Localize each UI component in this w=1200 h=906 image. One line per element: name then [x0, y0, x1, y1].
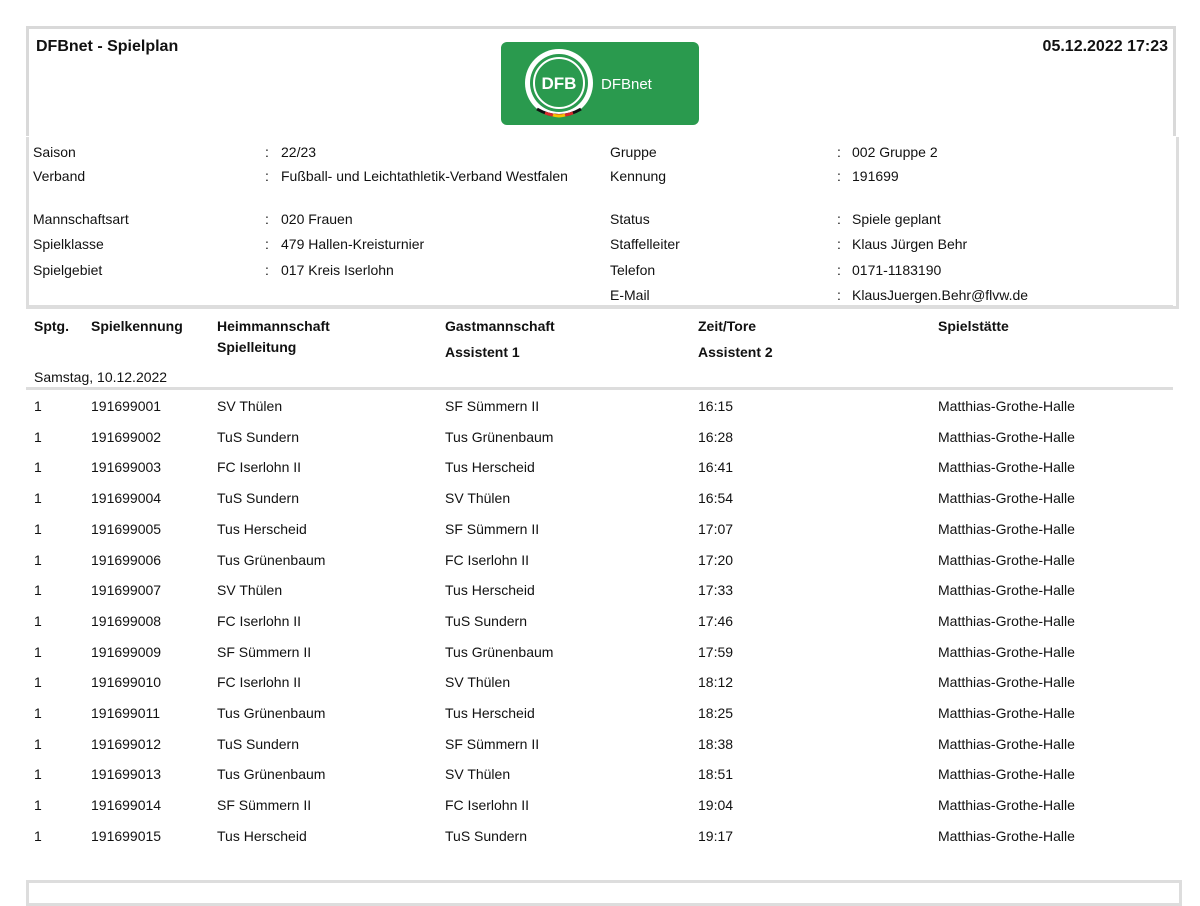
cell-zeit: 17:33 [698, 582, 734, 599]
table-row [0, 797, 1200, 821]
cell-spielkennung: 191699014 [91, 797, 162, 814]
cell-zeit: 18:51 [698, 766, 734, 783]
col-header-spielleitung: Spielleitung [217, 339, 297, 355]
meta-label: Telefon [610, 262, 656, 278]
cell-spielstaette: Matthias-Grothe-Halle [938, 490, 1075, 507]
cell-gastmannschaft: Tus Herscheid [445, 582, 535, 599]
cell-heimmannschaft: SV Thülen [217, 398, 283, 414]
meta-value: KlausJuergen.Behr@flvw.de [852, 287, 1029, 303]
table-row [0, 582, 1200, 606]
cell-sptg: 1 [34, 490, 42, 507]
cell-heimmannschaft: Tus Grünenbaum [217, 766, 326, 783]
cell-spielkennung: 191699004 [91, 490, 162, 507]
cell-sptg: 1 [34, 643, 42, 660]
cell-spielstaette: Matthias-Grothe-Halle [938, 612, 1075, 629]
meta-colon: : [837, 144, 841, 160]
cell-spielkennung: 191699013 [91, 766, 162, 783]
cell-heimmannschaft: FC Iserlohn II [217, 612, 302, 629]
cell-spielstaette: Matthias-Grothe-Halle [938, 797, 1075, 814]
table-row [0, 552, 1200, 576]
footer-frame [26, 880, 1182, 906]
cell-sptg: 1 [34, 612, 42, 629]
cell-zeit: 17:07 [698, 520, 734, 537]
meta-value: 002 Gruppe 2 [852, 144, 938, 160]
header-separator [26, 305, 1173, 308]
cell-heimmannschaft: TuS Sundern [217, 428, 299, 445]
cell-sptg: 1 [34, 797, 42, 814]
meta-label: Mannschaftsart [33, 211, 129, 227]
cell-gastmannschaft: SV Thülen [445, 490, 511, 507]
meta-value: 22/23 [281, 144, 317, 160]
col-header-heimmannschaft: Heimmannschaft [217, 318, 330, 334]
table-row [0, 644, 1200, 668]
meta-label: Status [610, 211, 650, 227]
meta-label: Staffelleiter [610, 236, 680, 252]
dfb-emblem-letters: DFB [541, 74, 577, 93]
cell-spielstaette: Matthias-Grothe-Halle [938, 551, 1075, 568]
meta-colon: : [265, 236, 269, 252]
col-header-assistent1: Assistent 1 [445, 344, 520, 360]
cell-zeit: 17:20 [698, 551, 734, 568]
cell-heimmannschaft: Tus Herscheid [217, 827, 307, 844]
match-day-label: Samstag, 10.12.2022 [34, 369, 168, 385]
cell-spielkennung: 191699009 [91, 643, 162, 660]
cell-gastmannschaft: Tus Herscheid [445, 459, 535, 476]
table-row [0, 613, 1200, 637]
cell-gastmannschaft: Tus Grünenbaum [445, 643, 554, 660]
cell-sptg: 1 [34, 582, 42, 599]
cell-sptg: 1 [34, 459, 42, 476]
dfbnet-logo-text: DFBnet [601, 76, 652, 93]
cell-heimmannschaft: Tus Grünenbaum [217, 705, 326, 721]
cell-sptg: 1 [34, 827, 42, 844]
meta-label: Kennung [610, 168, 667, 184]
cell-heimmannschaft: TuS Sundern [217, 490, 299, 507]
cell-sptg: 1 [34, 735, 42, 752]
cell-spielstaette: Matthias-Grothe-Halle [938, 428, 1075, 445]
meta-label: Spielklasse [33, 236, 104, 252]
meta-value: Spiele geplant [852, 211, 941, 227]
cell-gastmannschaft: Tus Herscheid [445, 705, 535, 721]
meta-colon: : [837, 262, 841, 278]
table-row [0, 736, 1200, 760]
cell-spielstaette: Matthias-Grothe-Halle [938, 705, 1075, 721]
cell-zeit: 16:28 [698, 428, 734, 445]
cell-sptg: 1 [34, 766, 42, 783]
cell-spielstaette: Matthias-Grothe-Halle [938, 766, 1075, 783]
meta-label: Saison [33, 144, 76, 160]
cell-gastmannschaft: SV Thülen [445, 674, 511, 691]
cell-spielkennung: 191699008 [91, 612, 162, 629]
cell-zeit: 18:38 [698, 735, 734, 752]
cell-zeit: 16:41 [698, 459, 734, 476]
cell-heimmannschaft: SV Thülen [217, 582, 283, 599]
header-frame-right [1173, 26, 1176, 136]
table-row [0, 521, 1200, 545]
cell-gastmannschaft: Tus Grünenbaum [445, 428, 554, 445]
meta-colon: : [837, 287, 841, 303]
meta-value: Klaus Jürgen Behr [852, 236, 968, 252]
cell-spielstaette: Matthias-Grothe-Halle [938, 398, 1075, 414]
cell-zeit: 16:15 [698, 398, 734, 414]
cell-gastmannschaft: TuS Sundern [445, 827, 527, 844]
meta-colon: : [265, 262, 269, 278]
cell-sptg: 1 [34, 674, 42, 691]
col-header-gastmannschaft: Gastmannschaft [445, 318, 555, 334]
cell-gastmannschaft: FC Iserlohn II [445, 797, 530, 814]
meta-value: Fußball- und Leichtathletik-Verband Westfalen [281, 168, 568, 184]
meta-colon: : [837, 236, 841, 252]
cell-sptg: 1 [34, 705, 42, 721]
cell-heimmannschaft: TuS Sundern [217, 735, 299, 752]
table-row [0, 459, 1200, 483]
cell-heimmannschaft: Tus Grünenbaum [217, 551, 326, 568]
meta-value: 017 Kreis Iserlohn [281, 262, 394, 278]
cell-spielkennung: 191699011 [91, 705, 161, 721]
table-row [0, 766, 1200, 790]
cell-gastmannschaft: SF Sümmern II [445, 520, 540, 537]
meta-value: 020 Frauen [281, 211, 353, 227]
cell-heimmannschaft: SF Sümmern II [217, 797, 312, 814]
col-header-spielstaette: Spielstätte [938, 318, 1009, 334]
cell-spielkennung: 191699002 [91, 428, 162, 445]
cell-sptg: 1 [34, 520, 42, 537]
print-timestamp: 05.12.2022 17:23 [1042, 38, 1168, 55]
cell-heimmannschaft: FC Iserlohn II [217, 674, 302, 691]
dfbnet-logo [501, 42, 699, 125]
cell-zeit: 19:17 [698, 827, 734, 844]
cell-spielstaette: Matthias-Grothe-Halle [938, 459, 1075, 476]
cell-spielstaette: Matthias-Grothe-Halle [938, 735, 1075, 752]
cell-zeit: 17:59 [698, 643, 734, 660]
table-row [0, 828, 1200, 852]
cell-spielkennung: 191699003 [91, 459, 162, 476]
meta-label: Gruppe [610, 144, 657, 160]
cell-sptg: 1 [34, 428, 42, 445]
cell-spielstaette: Matthias-Grothe-Halle [938, 827, 1075, 844]
cell-heimmannschaft: FC Iserlohn II [217, 459, 302, 476]
table-row [0, 705, 1200, 729]
cell-spielstaette: Matthias-Grothe-Halle [938, 520, 1075, 537]
meta-label: Spielgebiet [33, 262, 103, 278]
col-header-zeit-tore: Zeit/Tore [698, 318, 757, 334]
cell-sptg: 1 [34, 551, 42, 568]
meta-colon: : [265, 168, 269, 184]
col-header-sptg: Sptg. [34, 318, 69, 334]
table-row [0, 490, 1200, 514]
meta-colon: : [837, 168, 841, 184]
cell-zeit: 18:12 [698, 674, 734, 691]
cell-spielkennung: 191699012 [91, 735, 162, 752]
page-title: DFBnet - Spielplan [36, 38, 179, 55]
meta-value: 191699 [852, 168, 899, 184]
cell-zeit: 18:25 [698, 705, 734, 721]
cell-gastmannschaft: SF Sümmern II [445, 735, 540, 752]
header-frame-top [26, 26, 1176, 29]
table-row [0, 429, 1200, 453]
cell-zeit: 19:04 [698, 797, 734, 814]
cell-spielstaette: Matthias-Grothe-Halle [938, 582, 1075, 599]
table-row [0, 398, 1200, 422]
cell-spielkennung: 191699015 [91, 827, 162, 844]
cell-spielstaette: Matthias-Grothe-Halle [938, 674, 1075, 691]
cell-spielkennung: 191699010 [91, 674, 162, 691]
cell-spielkennung: 191699005 [91, 520, 162, 537]
cell-heimmannschaft: SF Sümmern II [217, 643, 312, 660]
cell-spielkennung: 191699007 [91, 582, 162, 599]
meta-label: Verband [33, 168, 86, 184]
cell-sptg: 1 [34, 398, 42, 414]
meta-value: 0171-1183190 [852, 262, 942, 278]
cell-spielstaette: Matthias-Grothe-Halle [938, 643, 1075, 660]
cell-gastmannschaft: FC Iserlohn II [445, 551, 530, 568]
meta-value: 479 Hallen-Kreisturnier [281, 236, 425, 252]
cell-heimmannschaft: Tus Herscheid [217, 520, 307, 537]
col-header-assistent2: Assistent 2 [698, 344, 773, 360]
cell-gastmannschaft: TuS Sundern [445, 612, 527, 629]
cell-spielkennung: 191699001 [91, 398, 162, 414]
meta-label: E-Mail [610, 287, 650, 303]
cell-gastmannschaft: SV Thülen [445, 766, 511, 783]
cell-spielkennung: 191699006 [91, 551, 162, 568]
header-frame-left [26, 26, 29, 136]
col-header-spielkennung: Spielkennung [91, 318, 183, 334]
day-separator [26, 387, 1173, 390]
table-row [0, 674, 1200, 698]
meta-colon: : [837, 211, 841, 227]
cell-zeit: 16:54 [698, 490, 734, 507]
meta-info-box [26, 137, 1179, 309]
meta-colon: : [265, 211, 269, 227]
cell-gastmannschaft: SF Sümmern II [445, 398, 540, 414]
cell-zeit: 17:46 [698, 612, 734, 629]
meta-colon: : [265, 144, 269, 160]
